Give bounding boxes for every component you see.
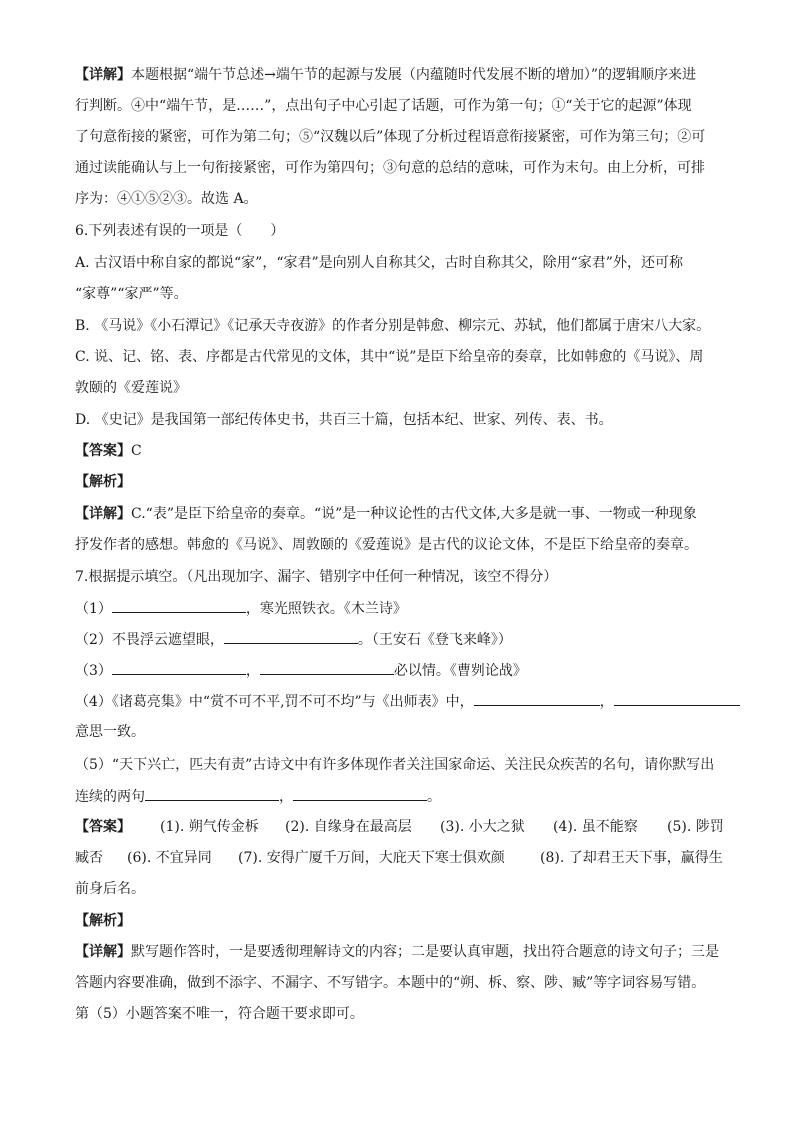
- question-6-stem: 6.下列表述有误的一项是（ ）: [75, 223, 285, 239]
- answer-item: (4). 虽不能察: [553, 819, 638, 835]
- answer-item: (2). 自缘身在最高层: [285, 819, 412, 835]
- detail-text: 本题根据“端午节总述→端午节的起源与发展（内蕴随时代发展不断的增加）”的逻辑顺序来进: [131, 67, 697, 83]
- answer-item: (7). 安得广厦千万间，大庇天下寒士俱欢颜: [238, 850, 505, 866]
- detail-tag: 【详解】: [75, 506, 131, 522]
- answer-item-cont: 前身后名。: [75, 881, 145, 897]
- detail-line: 序为：④①⑤②③。故选 A。: [75, 191, 258, 207]
- fill-item-1: （1） ，寒光照铁衣。《木兰诗》: [75, 598, 407, 619]
- answer-item: (5). 陟罚: [667, 819, 724, 835]
- analysis-tag: 【解析】: [75, 913, 131, 929]
- analysis-tag: 【解析】: [75, 474, 131, 490]
- option-a-cont: “家尊”“家严”等。: [75, 286, 188, 302]
- answer-tag: 【答案】: [75, 443, 131, 459]
- detail-line: 抒发作者的感想。韩愈的《马说》、周敦颐的《爱莲说》是古代的议论文体，不是臣下给皇帝的奏章。: [75, 537, 698, 553]
- blank-line: [145, 786, 279, 801]
- blank-line: [260, 660, 394, 675]
- detail-line: 第（5）小题答案不唯一，符合题干要求即可。: [75, 1006, 364, 1022]
- detail-line: 了句意衔接的紧密，可作为第二句；⑤“汉魏以后”体现了分析过程语意衔接紧密，可作为第三句；②可: [75, 129, 706, 145]
- blank-line: [474, 691, 600, 706]
- option-c-cont: 敦颐的《爱莲说》: [75, 380, 187, 396]
- option-d: D. 《史记》是我国第一部纪传体史书，共百三十篇，包括本纪、世家、列传、表、书。: [75, 412, 613, 428]
- fill-item-3: （3） ， 必以情。《曹刿论战》: [75, 660, 527, 681]
- option-b: B. 《马说》《小石潭记》《记承天寺夜游》的作者分别是韩愈、柳宗元、苏轼，他们都属于唐宋八大家。: [75, 318, 711, 334]
- blank-line: [112, 598, 246, 613]
- option-c: C. 说、记、铭、表、序都是古代常见的文体，其中“说”是臣下给皇帝的奏章，比如韩愈的《马说》、周: [75, 349, 704, 365]
- answer-item: (6). 不宜异同: [127, 850, 212, 866]
- detail-line: 通过读能确认与上一句衔接紧密，可作为第四句；③句意的总结的意味，可作为末句。由上分析，可排: [75, 160, 705, 176]
- answer-value: C: [131, 443, 142, 459]
- blank-line: [614, 691, 740, 706]
- answer-item: (3). 小大之狱: [440, 819, 525, 835]
- answer-line: [75, 441, 142, 461]
- answer-item: (1). 朔气传金柝: [160, 819, 259, 835]
- fill-item-2: （2）不畏浮云遮望眼， 。（王安石《登飞来峰》）: [75, 629, 512, 650]
- detail-text: 默写题作答时，一是要透彻理解诗文的内容；二是要认真审题，找出符合题意的诗文句子；三是: [131, 944, 719, 960]
- option-a: A. 古汉语中称自家的都说“家”，“家君”是向别人自称其父，古时自称其父，除用“家君”外，还可称: [75, 255, 683, 271]
- answer-item: 臧否: [75, 850, 103, 866]
- detail-line: 答题内容要准确，做到不添字、不漏字、不写错字。本题中的“朔、柝、察、陟、臧”等字词容易写错。: [75, 975, 706, 991]
- fill-item-4-end: 意思一致。: [75, 724, 145, 740]
- detail-text: C.“表”是臣下给皇帝的奏章。“说”是一种议论性的古代文体,大多是就一事、一物或一种现象: [131, 506, 697, 522]
- blank-line: [224, 629, 358, 644]
- detail-line: [75, 942, 719, 962]
- blank-line: [293, 786, 427, 801]
- detail-line: 行判断。④中“端午节，是……”，点出句子中心引起了话题，可作为第一句；①“关于它的起源”体现: [75, 98, 692, 114]
- answer-tag: 【答案】: [75, 819, 131, 835]
- fill-item-5-blanks: 连续的两句 ， 。: [75, 786, 441, 807]
- fill-item-5: （5）“天下兴亡，匹夫有责”古诗文中有许多体现作者关注国家命运、关注民众疾苦的名句，请你默写出: [75, 757, 715, 773]
- blank-line: [112, 660, 246, 675]
- question-7-stem: 7.根据提示填空。（凡出现加字、漏字、错别字中任何一种情况，该空不得分）: [75, 569, 558, 585]
- detail-tag: 【详解】: [75, 944, 131, 960]
- answer-item: (8). 了却君王天下事，赢得生: [540, 850, 723, 866]
- fill-item-4: （4）《诸葛亮集》中“赏不可不平,罚不可不均”与《出师表》中， ，: [75, 691, 740, 712]
- detail-tag: 【详解】: [75, 67, 131, 83]
- detail-line: [75, 504, 697, 524]
- detail-line: [75, 65, 696, 85]
